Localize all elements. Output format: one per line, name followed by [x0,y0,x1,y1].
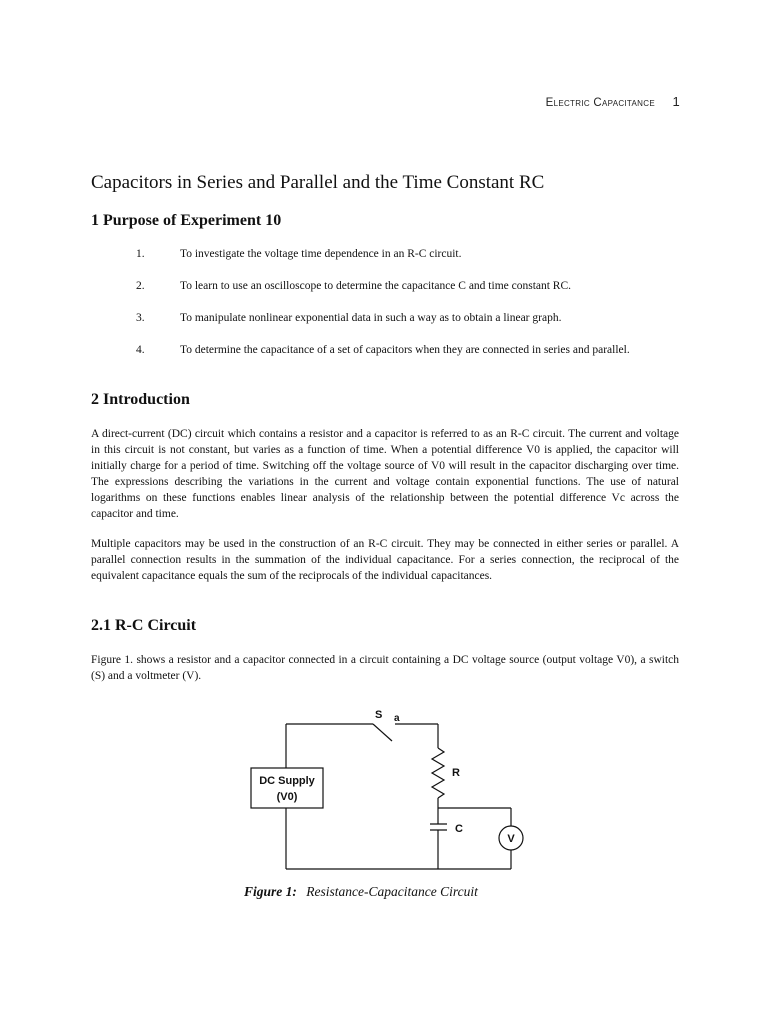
dc-supply-label: DC Supply [259,775,315,787]
resistor-label: R [452,767,460,779]
list-item-text: To manipulate nonlinear exponential data in such a way as to obtain a linear graph. [180,312,562,324]
switch-blade [373,724,392,741]
list-item-number: 4. [136,344,145,356]
list-item [91,279,681,294]
switch-label: S [375,709,383,721]
intro-paragraph-1: A direct-current (DC) circuit which contains a resistor and a capacitor is referred to as an R-C circuit. The current and voltage in this circuit is not constant, but varies as a function of time. When a potential difference V0 is applied, the capacitor will initially charge for a period of time. Switching off the voltage source of V0 will result in the capacitor discharging over time. The expressions describing the variations in the current and voltage contain exponential functions. The use of natural logarithms on these functions enables linear analysis of the relationship between the potential difference Vc across the capacitor and time. [91,428,679,520]
document-title: Capacitors in Series and Parallel and the Time Constant RC [91,172,545,193]
figure-caption-label: Figure 1: [244,884,297,899]
section-heading-rc-circuit: 2.1 R-C Circuit [91,617,197,634]
resistor [432,748,444,798]
list-item-number: 3. [136,312,145,324]
running-header [546,94,680,109]
figure-caption-text: Resistance-Capacitance Circuit [306,884,478,899]
section-heading-purpose: 1 Purpose of Experiment 10 [91,212,282,229]
intro-paragraph-2: Multiple capacitors may be used in the construction of an R-C circuit. They may be connected in either series or parallel. A parallel connection results in the summation of the individual capacitance. For a series connection, the reciprocal of the equivalent capacitance equals the sum of the reciprocals of the individual capacitances. [91,538,679,582]
list-item [91,311,681,326]
section-heading-introduction: 2 Introduction [91,391,190,408]
list-item [91,343,681,358]
switch-contact-label: a [394,713,400,724]
purpose-list [91,247,681,375]
voltmeter-label: V [507,833,515,845]
figure-caption [244,884,544,900]
list-item-text: To investigate the voltage time dependence in an R-C circuit. [180,248,462,260]
page-number: 1 [672,94,680,109]
list-item-text: To determine the capacitance of a set of capacitors when they are connected in series and parallel. [180,344,630,356]
capacitor-label: C [455,823,463,835]
rc-circuit-paragraph: Figure 1. shows a resistor and a capacitor connected in a circuit containing a DC voltage source (output voltage V0), a switch (S) and a voltmeter (V). [91,654,679,682]
dc-supply-voltage-label: (V0) [276,791,298,803]
list-item-text: To learn to use an oscilloscope to determine the capacitance C and time constant RC. [180,280,572,292]
list-item-number: 1. [136,248,145,260]
rc-circuit-diagram [245,706,535,874]
running-title: Electric Capacitance [545,97,655,109]
list-item [91,247,681,262]
list-item-number: 2. [136,280,145,292]
